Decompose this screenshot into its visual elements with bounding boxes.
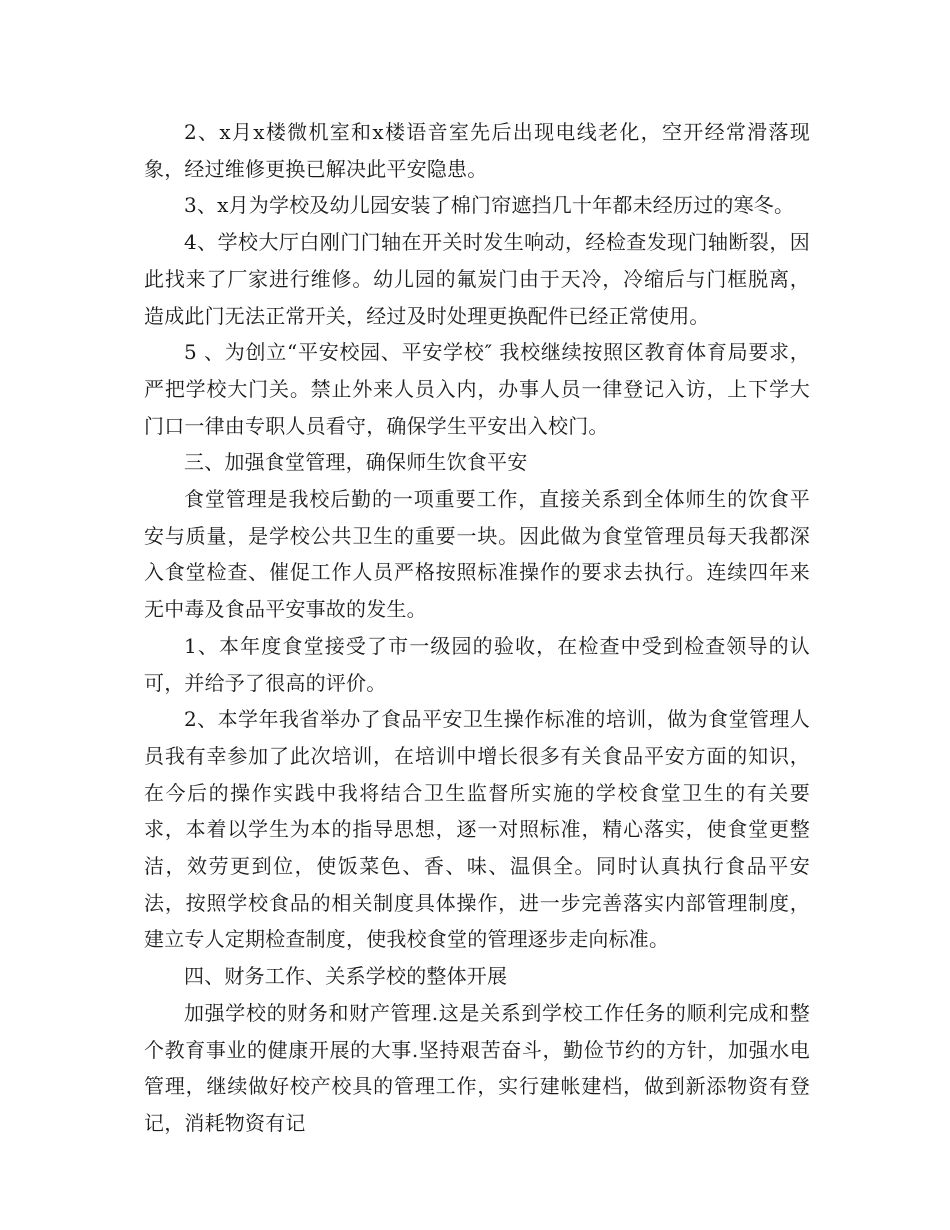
paragraph-item-4: 4、学校大厅白刚门门轴在开关时发生响动，经检查发现门轴断裂，因此找来了厂家进行维修。幼儿园的氟炭门由于天冷，冷缩后与门框脱离，造成此门无法正常开关，经过及时处理更换配件已经正常使用。: [144, 230, 810, 328]
section-heading-canteen: 三、加强食堂管理，确保师生饮食平安: [184, 450, 528, 475]
paragraph-finance-intro: 加强学校的财务和财产管理.这是关系到学校工作任务的顺利完成和整个教育事业的健康开展的大事.坚持艰苦奋斗，勤俭节约的方针，加强水电管理，继续做好校产校具的管理工作，实行建帐建档，做到新添物资有登记，消耗物资有记: [144, 1000, 810, 1135]
paragraph-canteen-item-1: 1、本年度食堂接受了市一级园的验收，在检查中受到检查领导的认可，并给予了很高的评价。: [144, 633, 810, 695]
paragraph-canteen-intro: 食堂管理是我校后勤的一项重要工作，直接关系到全体师生的饮食平安与质量，是学校公共卫生的重要一块。因此做为食堂管理员每天我都深入食堂检查、催促工作人员严格按照标准操作的要求去执行。连续四年来无中毒及食品平安事故的发生。: [144, 487, 810, 622]
section-heading-finance: 四、财务工作、关系学校的整体开展: [184, 964, 508, 989]
paragraph-canteen-item-2: 2、本学年我省举办了食品平安卫生操作标准的培训，做为食堂管理人员我有幸参加了此次培训，在培训中增长很多有关食品平安方面的知识，在今后的操作实践中我将结合卫生监督所实施的学校食堂卫生的有关要求，本着以学生为本的指导思想，逐一对照标准，精心落实，使食堂更整洁，效劳更到位，使饭菜色、香、味、温俱全。同时认真执行食品平安法，按照学校食品的相关制度具体操作，进一步完善落实内部管理制度，建立专人定期检查制度，使我校食堂的管理逐步走向标准。: [144, 707, 810, 952]
paragraph-item-5: 5 、为创立“平安校园、平安学校″ 我校继续按照区教育体育局要求，严把学校大门关。禁止外来人员入内，办事人员一律登记入访，上下学大门口一律由专职人员看守，确保学生平安出入校门。: [144, 340, 810, 438]
document-body: [144, 114, 810, 1142]
paragraph-item-3: 3、x月为学校及幼儿园安装了棉门帘遮挡几十年都未经历过的寒冬。: [184, 193, 795, 218]
paragraph-item-2: 2、x月x楼微机室和x楼语音室先后出现电线老化，空开经常滑落现象，经过维修更换已解决此平安隐患。: [144, 120, 810, 181]
